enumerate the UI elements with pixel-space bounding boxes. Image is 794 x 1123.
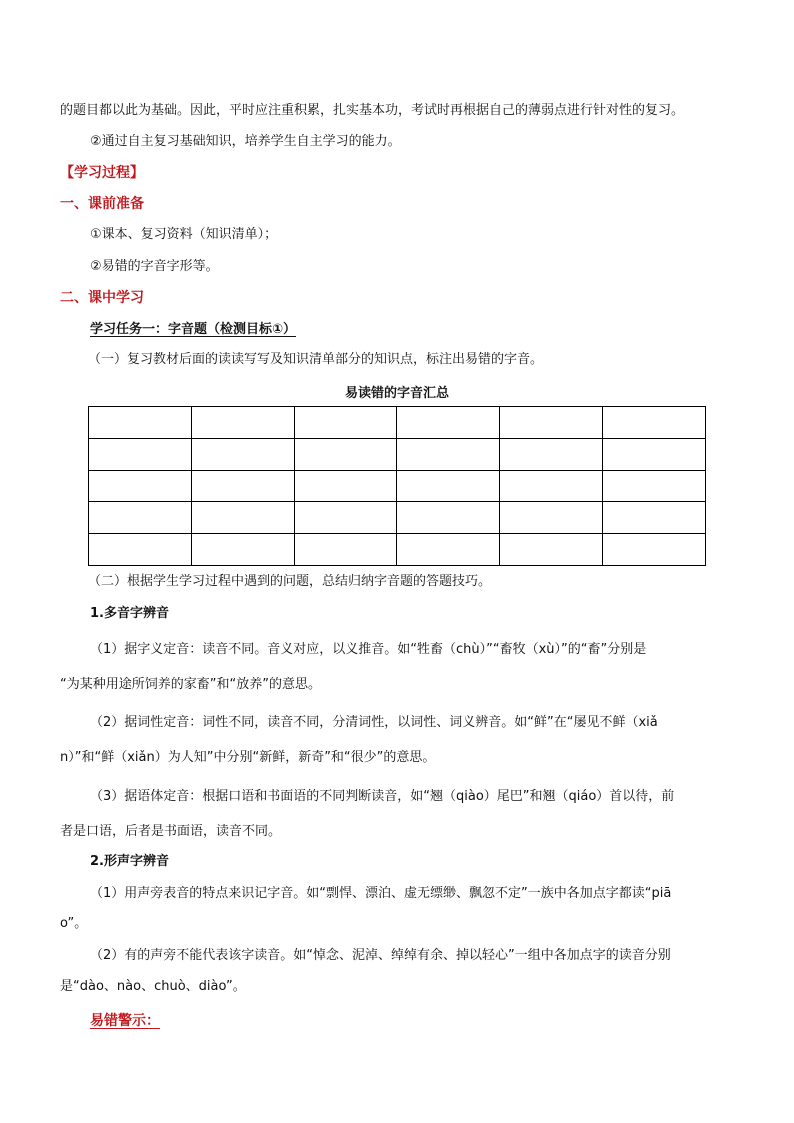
polyphone-rule-1a: （1）据字义定音：读音不同。音义对应，以义推音。如“牲畜（chù）”“畜牧（xù）”的“畜”分别是	[90, 642, 647, 657]
table-cell	[603, 534, 706, 566]
section-in-class: 二、课中学习	[60, 290, 144, 306]
table-cell	[191, 502, 294, 534]
warning-heading: 易错警示：	[90, 1013, 160, 1029]
table-row	[89, 438, 706, 470]
section-learning-process: 【学习过程】	[60, 165, 144, 181]
table-cell	[397, 470, 500, 502]
polyphone-rule-2b: n）”和“鲜（xiǎn）为人知”中分别“新鲜，新奇”和“很少”的意思。	[60, 750, 436, 765]
objective-2: ②通过自主复习基础知识，培养学生自主学习的能力。	[90, 134, 401, 149]
table-cell	[294, 438, 397, 470]
table-cell	[603, 470, 706, 502]
table-cell	[89, 534, 192, 566]
table-cell	[500, 438, 603, 470]
table-cell	[603, 438, 706, 470]
table-cell	[294, 534, 397, 566]
table-cell	[89, 438, 192, 470]
table-cell	[397, 438, 500, 470]
table-cell	[191, 438, 294, 470]
table-cell	[500, 407, 603, 439]
table-cell	[500, 502, 603, 534]
pronunciation-summary-table	[88, 406, 706, 566]
table-cell	[397, 502, 500, 534]
step-2-text: （二）根据学生学习过程中遇到的问题，总结归纳字音题的答题技巧。	[88, 574, 492, 589]
phonetic-rule-2b: 是“dào、nào、chuò、diào”。	[60, 979, 246, 994]
task-1-heading: 学习任务一：字音题（检测目标①）	[90, 322, 297, 337]
prep-item-2: ②易错的字音字形等。	[90, 259, 219, 274]
section-pre-class: 一、课前准备	[60, 196, 144, 212]
prep-item-1: ①课本、复习资料（知识清单）；	[90, 227, 278, 242]
polyphone-rule-2a: （2）据词性定音：词性不同，读音不同，分清词性，以词性、词义辨音。如“鲜”在“屡见不鲜（xiǎ	[90, 715, 658, 730]
table-cell	[89, 407, 192, 439]
table-cell	[603, 407, 706, 439]
table-row	[89, 534, 706, 566]
polyphone-rule-1b: “为某种用途所饲养的家畜”和“放养”的意思。	[60, 677, 321, 692]
table-cell	[89, 470, 192, 502]
table-cell	[89, 502, 192, 534]
table-cell	[603, 502, 706, 534]
table-cell	[500, 534, 603, 566]
phonetic-rule-2a: （2）有的声旁不能代表该字读音。如“悼念、泥淖、绰绰有余、掉以轻心”一组中各加点字的读音分别	[90, 948, 671, 963]
table-cell	[191, 470, 294, 502]
table-cell	[294, 407, 397, 439]
table-row	[89, 407, 706, 439]
paragraph-line: 的题目都以此为基础。因此，平时应注重积累，扎实基本功，考试时再根据自己的薄弱点进行针对性的复习。	[60, 103, 685, 118]
table-cell	[191, 407, 294, 439]
phonetic-rule-1b: o”。	[60, 916, 88, 931]
table-cell	[191, 534, 294, 566]
step-1-text: （一）复习教材后面的读读写写及知识清单部分的知识点，标注出易错的字音。	[88, 352, 544, 367]
table-caption: 易读错的字音汇总	[344, 386, 449, 401]
table-cell	[397, 407, 500, 439]
phonetic-rule-1a: （1）用声旁表音的特点来识记字音。如“剽悍、漂泊、虚无缥缈、飘忽不定”一族中各加点字都读“piā	[90, 886, 672, 901]
table-cell	[294, 502, 397, 534]
polyphone-rule-3a: （3）据语体定音：根据口语和书面语的不同判断读音，如“翘（qiào）尾巴”和翘（qiáo）首以待，前	[90, 789, 675, 804]
polyphone-rule-3b: 者是口语，后者是书面语，读音不同。	[60, 824, 282, 839]
table-row	[89, 470, 706, 502]
table-cell	[397, 534, 500, 566]
table-cell	[294, 470, 397, 502]
heading-phonetic: 2.形声字辨音	[90, 854, 169, 869]
table-cell	[500, 470, 603, 502]
table-row	[89, 502, 706, 534]
heading-polyphone: 1.多音字辨音	[90, 606, 169, 621]
